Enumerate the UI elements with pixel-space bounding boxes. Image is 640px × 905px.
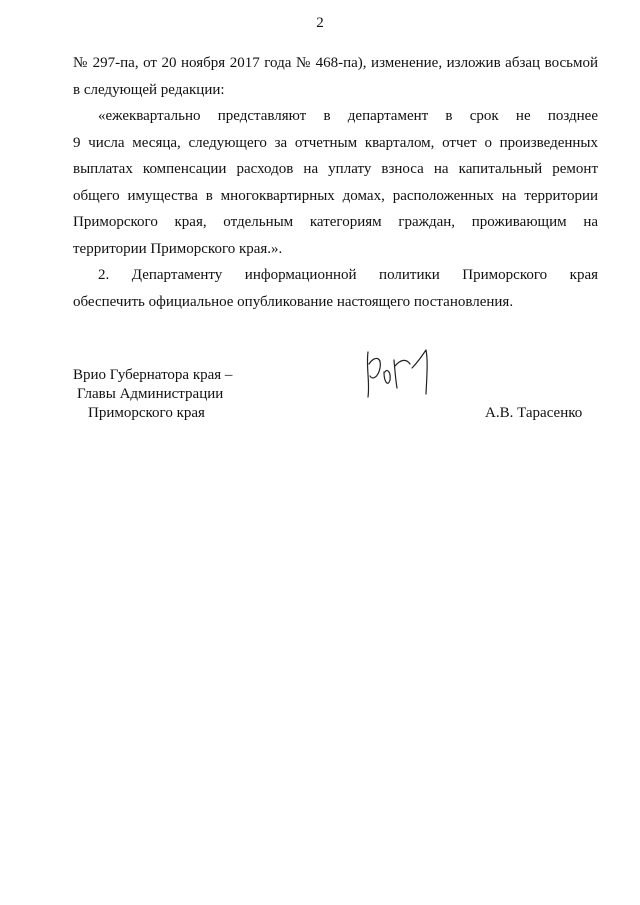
signatory-title-line: Врио Губернатора края – bbox=[73, 367, 233, 383]
text-line: № 297-па, от 20 ноября 2017 года № 468-па), изменение, изложив абзац восьмой bbox=[73, 55, 598, 71]
text-line: выплатах компенсации расходов на уплату взноса на капитальный ремонт bbox=[73, 161, 598, 177]
text-line: в следующей редакции: bbox=[73, 81, 225, 98]
page-number: 2 bbox=[316, 15, 324, 31]
signatory-name: А.В. Тарасенко bbox=[485, 405, 583, 421]
signatory-title-line: Приморского края bbox=[88, 405, 205, 421]
document-body bbox=[73, 50, 598, 315]
signatory-title-line: Главы Администрации bbox=[77, 386, 224, 402]
text-line: Приморского края, отдельным категориям граждан, проживающим на bbox=[73, 214, 598, 230]
text-line: территории Приморского края.». bbox=[73, 240, 283, 257]
text-line: общего имущества в многоквартирных домах, расположенных на территории bbox=[73, 187, 598, 204]
signatory-title bbox=[73, 366, 232, 423]
text-line: обеспечить официальное опубликование настоящего постановления. bbox=[73, 293, 514, 310]
handwritten-signature bbox=[360, 342, 440, 407]
text-line: 9 числа месяца, следующего за отчетным кварталом, отчет о произведенных bbox=[73, 134, 598, 151]
text-line: «ежеквартально представляют в департамент в срок не позднее bbox=[98, 108, 598, 124]
text-line: 2. Департаменту информационной политики Приморского края bbox=[98, 267, 598, 283]
